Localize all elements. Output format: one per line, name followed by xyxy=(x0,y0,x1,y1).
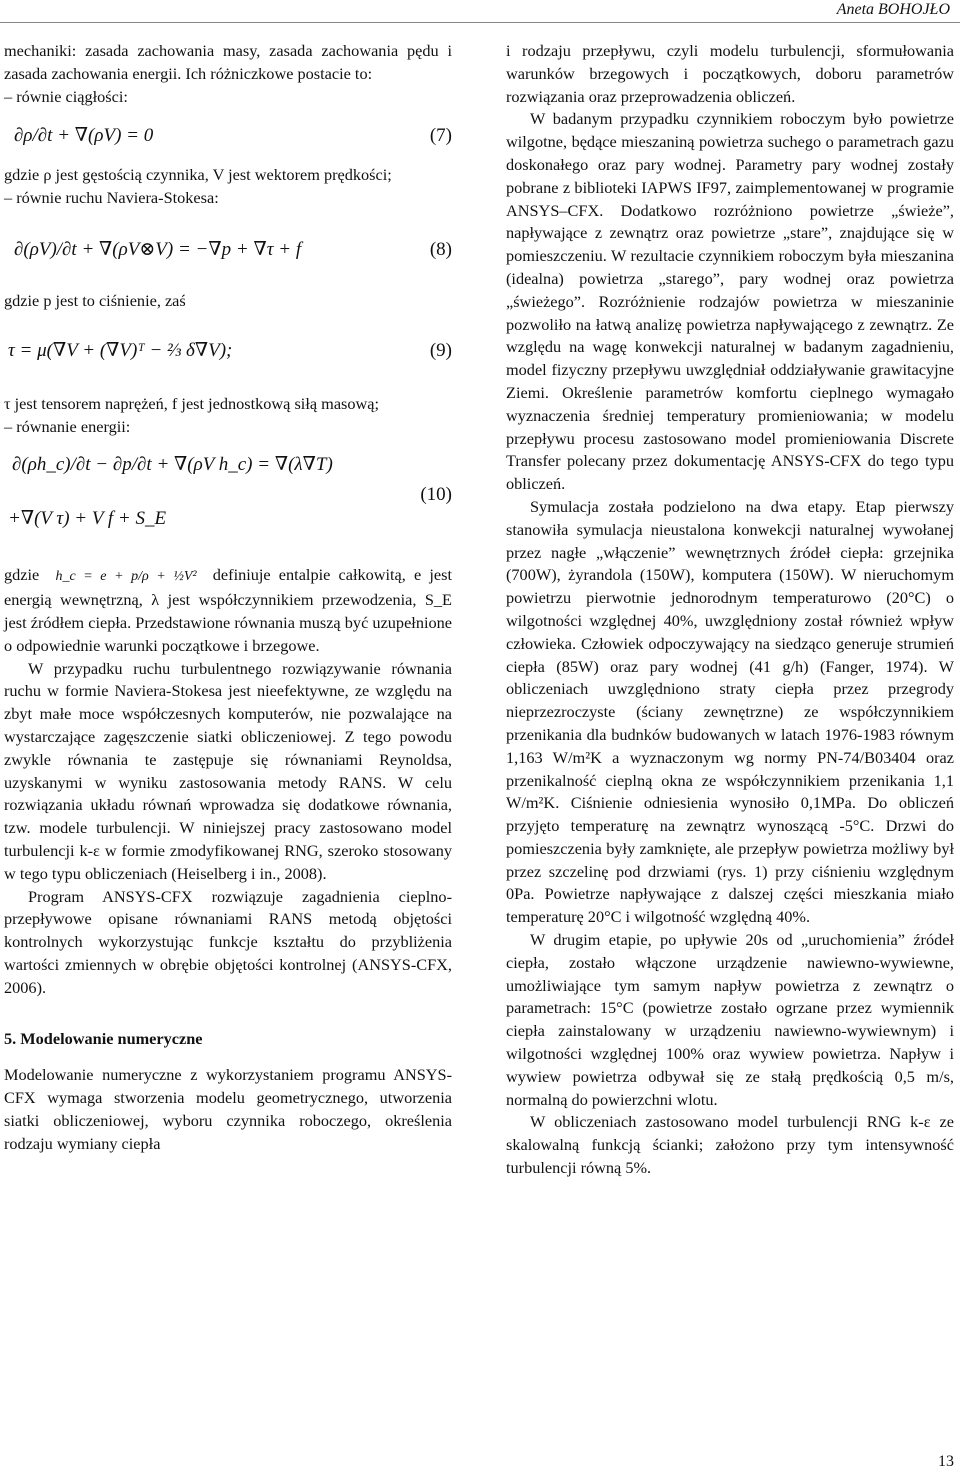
paragraph: Program ANSYS-CFX rozwiązuje zagadnienia cieplno-przepływowe opisane równaniami RANS metodą objętości kontrolnych wykorzystując funkcje kształtu do przybliżenia wartości zmiennych w obrębie objętości kontrolnej (ANSYS-CFX, 2006). xyxy=(4,886,452,997)
equation-line-2: +∇(V τ) + V f + S_E xyxy=(8,508,167,530)
enthalpy-formula: h_c = e + p/ρ + ½V² xyxy=(55,569,197,585)
paragraph: W badanym przypadku czynnikiem roboczym było powietrze wilgotne, będące mieszaniną powietrza suchego o parametrach gazu doskonałego oraz pary wodnej. Parametry pary wodnej zostały pobrane z biblioteki IAPWS IF97, zaimplementowanej w programie ANSYS–CFX. Dodatkowo rozróżniono powietrze „świeże”, napływające z zewnątrz oraz powietrze „stare”, znajdujące się w pomieszczeniu. W rezultacie czynnikiem roboczym była mieszanina (idealna) powietrza „starego”, pary wodnej oraz powietrza „świeżego”. Rozróżnienie rodzajów powietrza w mieszaninie pozwoliło na łatwą analizę powietrza napływającego z zewnątrz. Ze względu na wagę konwekcji naturalnej w badanym zagadnieniu, model fizyczny przepływu uwzględniał oddziaływanie grawitacyjne Ziemi. Określenie parametrów komfortu cieplnego wymagało wyznaczenia średniej temperatury promieniowania; w modelu przepływu procesu zastosowano model promieniowania Discrete Transfer polecany przez dokumentację ANSYS-CFX do tego typu obliczeń. xyxy=(506,109,954,494)
paragraph: Symulacja została podzielono na dwa etapy. Etap pierwszy stanowiła symulacja nieustalona konwekcji naturalnej wywołanej przez nagłe „włączenie” wewnętrznych źródeł ciepła: grzejnika (700W), żyrandola (150W), komputera (150W). W nieruchomym powietrzu pierwotnie jednorodnym temperaturowo (20°C) o wilgotności względnej 40%, uwzględniony został również wpływ człowieka. Człowiek odpoczywający na siedząco generuje strumień ciepła (85W) oraz pary wodnej (41 g/h) (Fanger, 1974). W obliczeniach uwzględniono straty ciepła przez przegrody nieprzezroczyste (ściany zewnętrzne) ze współczynnikiem przenikania dla budnków budowanych w latach 1976-1983 równym 1,163 W/m²K a wyznaczonym wg normy PN-74/B03404 oraz przenikalność cieplną okna ze współczynnikiem przenikania 1,1 W/m²K. Ciśnienie odniesienia wynosiło 0,1MPa. Do obliczeń przyjęto temperaturę na zewnątrz wynoszącą -5°C. Drzwi do pomieszczenia były zamknięte, ale przepływ powietrza możliwy był przez szczelinę pod drzwiami (rys. 1) przy ciśnieniu względnym 0Pa. Powietrze napływające z dalszej części mieszkania miało temperaturę 20°C i wilgotność względną 40%. xyxy=(506,496,954,927)
equation-9 xyxy=(4,313,452,389)
list-item: – równie ruchu Naviera-Stokesa: xyxy=(4,188,219,208)
paragraph: W obliczeniach zastosowano model turbulencji RNG k-ε ze skalowalną funkcją ścianki; założono przy tym intensywność turbulencji równą 5%. xyxy=(506,1112,954,1178)
page-header xyxy=(0,0,960,23)
paragraph: Modelowanie numeryczne z wykorzystaniem programu ANSYS-CFX wymaga stworzenia modelu geometrycznego, utworzenia siatki obliczeniowej, wyboru czynnika roboczego, określenia rodzaju wymiany ciepła xyxy=(4,1065,452,1153)
header-author: Aneta BOHOJŁO xyxy=(836,1,950,18)
equation-number: (8) xyxy=(429,238,452,260)
paragraph: gdzie p jest to ciśnienie, zaś xyxy=(4,290,186,310)
paragraph-lead: gdzie xyxy=(4,565,40,585)
equation-7 xyxy=(4,108,452,164)
equation-number: (10) xyxy=(420,484,452,506)
paragraph: W przypadku ruchu turbulentnego rozwiązywanie równania ruchu w formie Naviera-Stokesa jest nieefektywne, ze względu na zbyt małe moce współczesnych komputerów, nie pozwalające na wystarczające zagęszczenie siatki obliczeniowej. Z tego powodu zwykle równania te zastępuje się równaniami Reynoldsa, uzyskanymi w wyniku zastosowania metody RANS. W celu rozwiązania układu równań wprowadza się dodatkowe równania, tzw. modele turbulencji. W niniejszej pracy zastosowano model turbulencji k-ε w formie zmodyfikowanej RNG, szeroko stosowany w tego typu obliczeniach (Heiselberg i in., 2008). xyxy=(4,658,452,883)
equation-text: τ = μ(∇V + (∇V)ᵀ − ⅔ δ∇V); xyxy=(8,339,233,361)
list-item: – równie ciągłości: xyxy=(4,86,128,106)
paragraph: W drugim etapie, po upływie 20s od „uruchomienia” źródeł ciepła, zostało włączone urządzenie nawiewno-wywiewne, umożliwiające tym samym napływ powietrza z zewnątrz o parametrach: 15°C (powietrze zostało ogrzane przez wymiennik ciepła zainstalowany w urządzeniu nawiewno-wywiewnym) i wilgotności względnej 100% oraz wywiew powietrza. Napływ i wywiew powietrza odbywał się ze stałą prędkością 0,5 m/s, normalną do powierzchni wlotu. xyxy=(506,930,954,1109)
equation-8 xyxy=(4,210,452,290)
paragraph: τ jest tensorem naprężeń, f jest jednostkową siłą masową; xyxy=(4,393,380,413)
equation-text: ∂ρ/∂t + ∇(ρV) = 0 xyxy=(14,125,154,147)
page-number: 13 xyxy=(938,1453,954,1470)
section-heading: 5. Modelowanie numeryczne xyxy=(4,1028,203,1048)
paragraph: mechaniki: zasada zachowania masy, zasada zachowania pędu i zasada zachowania energii. Ich różniczkowe postacie to: xyxy=(4,41,452,83)
paragraph xyxy=(4,564,452,657)
paragraph: gdzie ρ jest gęstością czynnika, V jest wektorem prędkości; xyxy=(4,165,392,185)
left-column xyxy=(4,40,452,1156)
equation-10 xyxy=(4,438,452,556)
equation-text: ∂(ρV)/∂t + ∇(ρV⊗V) = −∇p + ∇τ + f xyxy=(14,238,302,260)
equation-number: (7) xyxy=(429,125,452,147)
paragraph-body: definiuje entalpie całkowitą, e jest energią wewnętrzną, λ jest współczynnikiem przewodzenia, S_E jest źródłem ciepła. Przedstawione równania muszą być uzupełnione o odpowiednie warunki początkowe i brzegowe. xyxy=(4,565,453,655)
equation-line-1: ∂(ρh_c)/∂t − ∂p/∂t + ∇(ρV h_c) = ∇(λ∇T) xyxy=(12,454,333,476)
right-column xyxy=(506,40,954,1180)
equation-number: (9) xyxy=(429,339,452,361)
paragraph: i rodzaju przepływu, czyli modelu turbulencji, sformułowania warunków brzegowych i początkowych, doboru parametrów rozwiązania oraz przeprowadzenia obliczeń. xyxy=(506,41,954,106)
list-item: – równanie energii: xyxy=(4,416,131,436)
